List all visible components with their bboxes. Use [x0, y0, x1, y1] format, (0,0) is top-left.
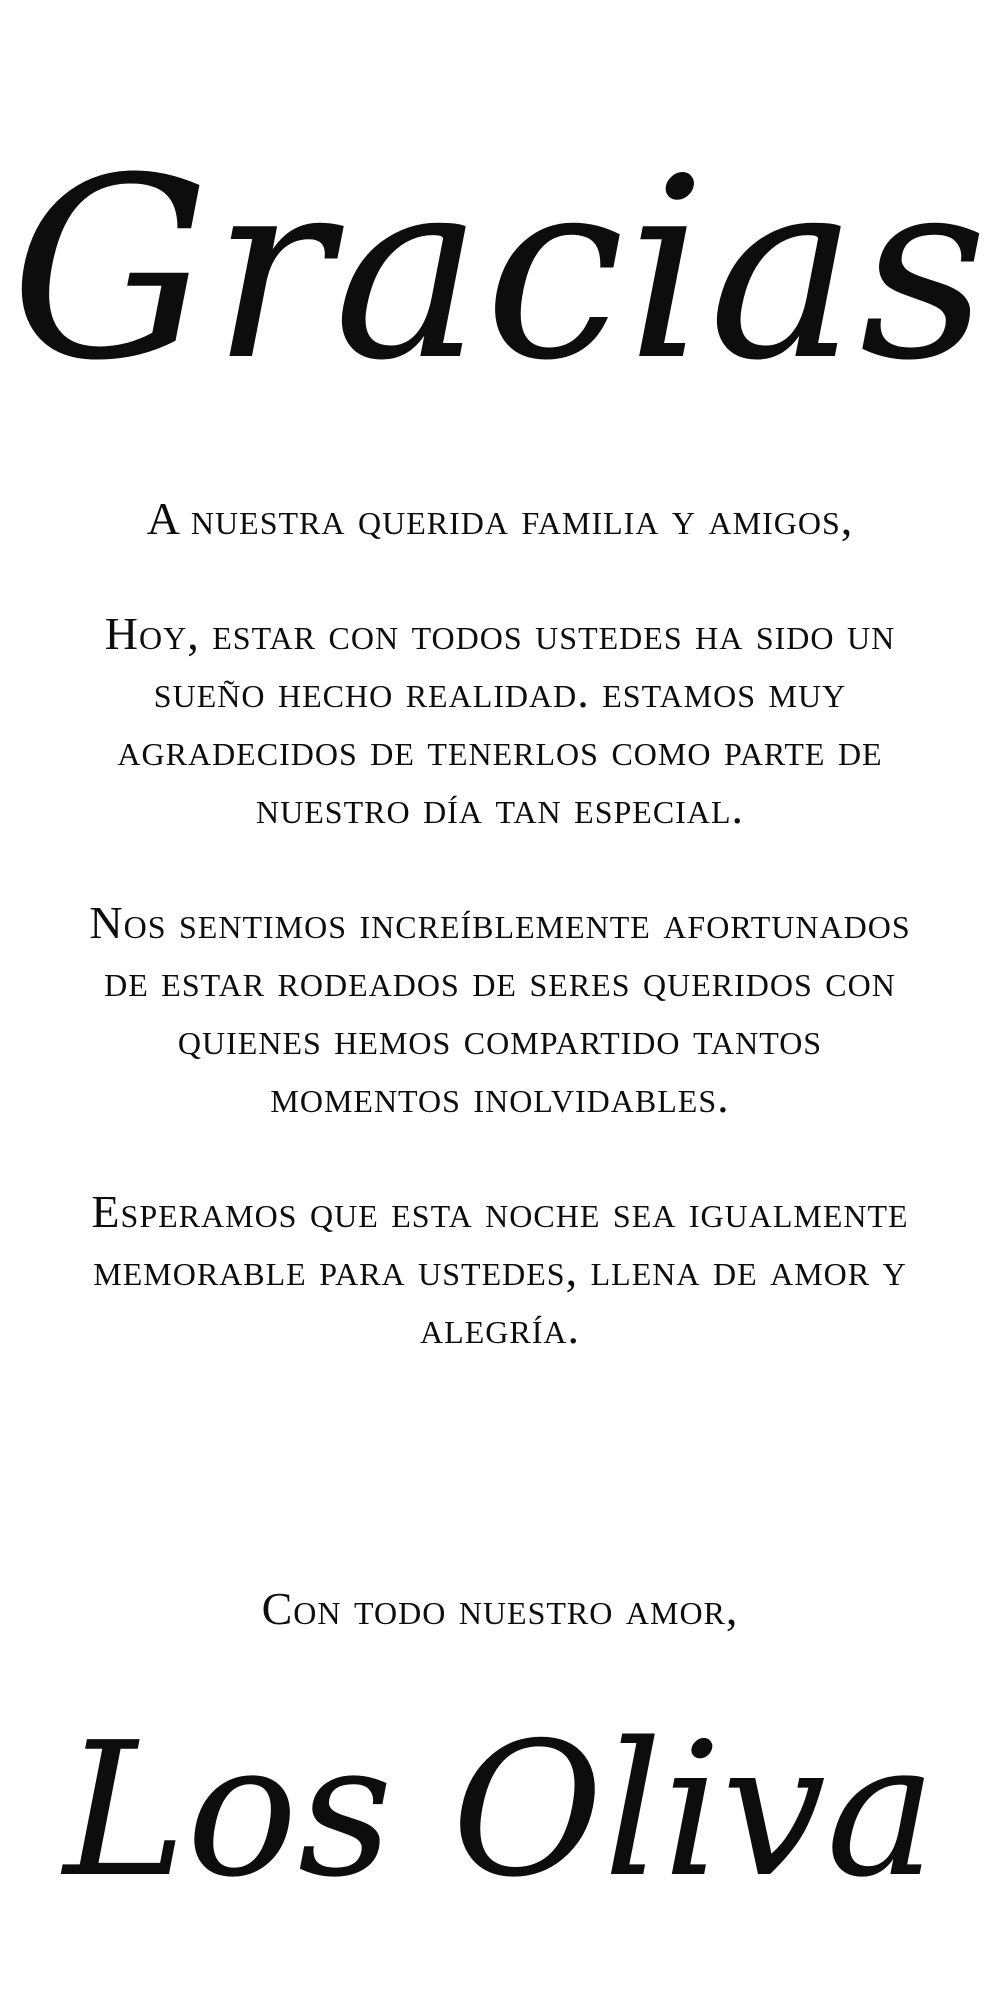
paragraph-2: Nos sentimos increíblemente afortunados de estar rodeados de seres queridos con quienes hemos compartido tantos momentos inolvidables.: [89, 897, 911, 1122]
paragraph-1: Hoy, estar con todos ustedes ha sido un sueño hecho realidad. estamos muy agradecidos de tenerlos como parte de nuestro día tan especial.: [104, 608, 896, 833]
closing-line: Con todo nuestro amor,: [261, 1583, 739, 1634]
paragraph-3: Esperamos que esta noche sea igualmente memorable para ustedes, llena de amor y alegría.: [91, 1186, 909, 1353]
card-title: Gracias: [10, 124, 990, 415]
message-body: [80, 490, 920, 1414]
signature: Los Oliva: [63, 1702, 937, 1918]
greeting: A nuestra querida familia y amigos,: [146, 493, 854, 544]
